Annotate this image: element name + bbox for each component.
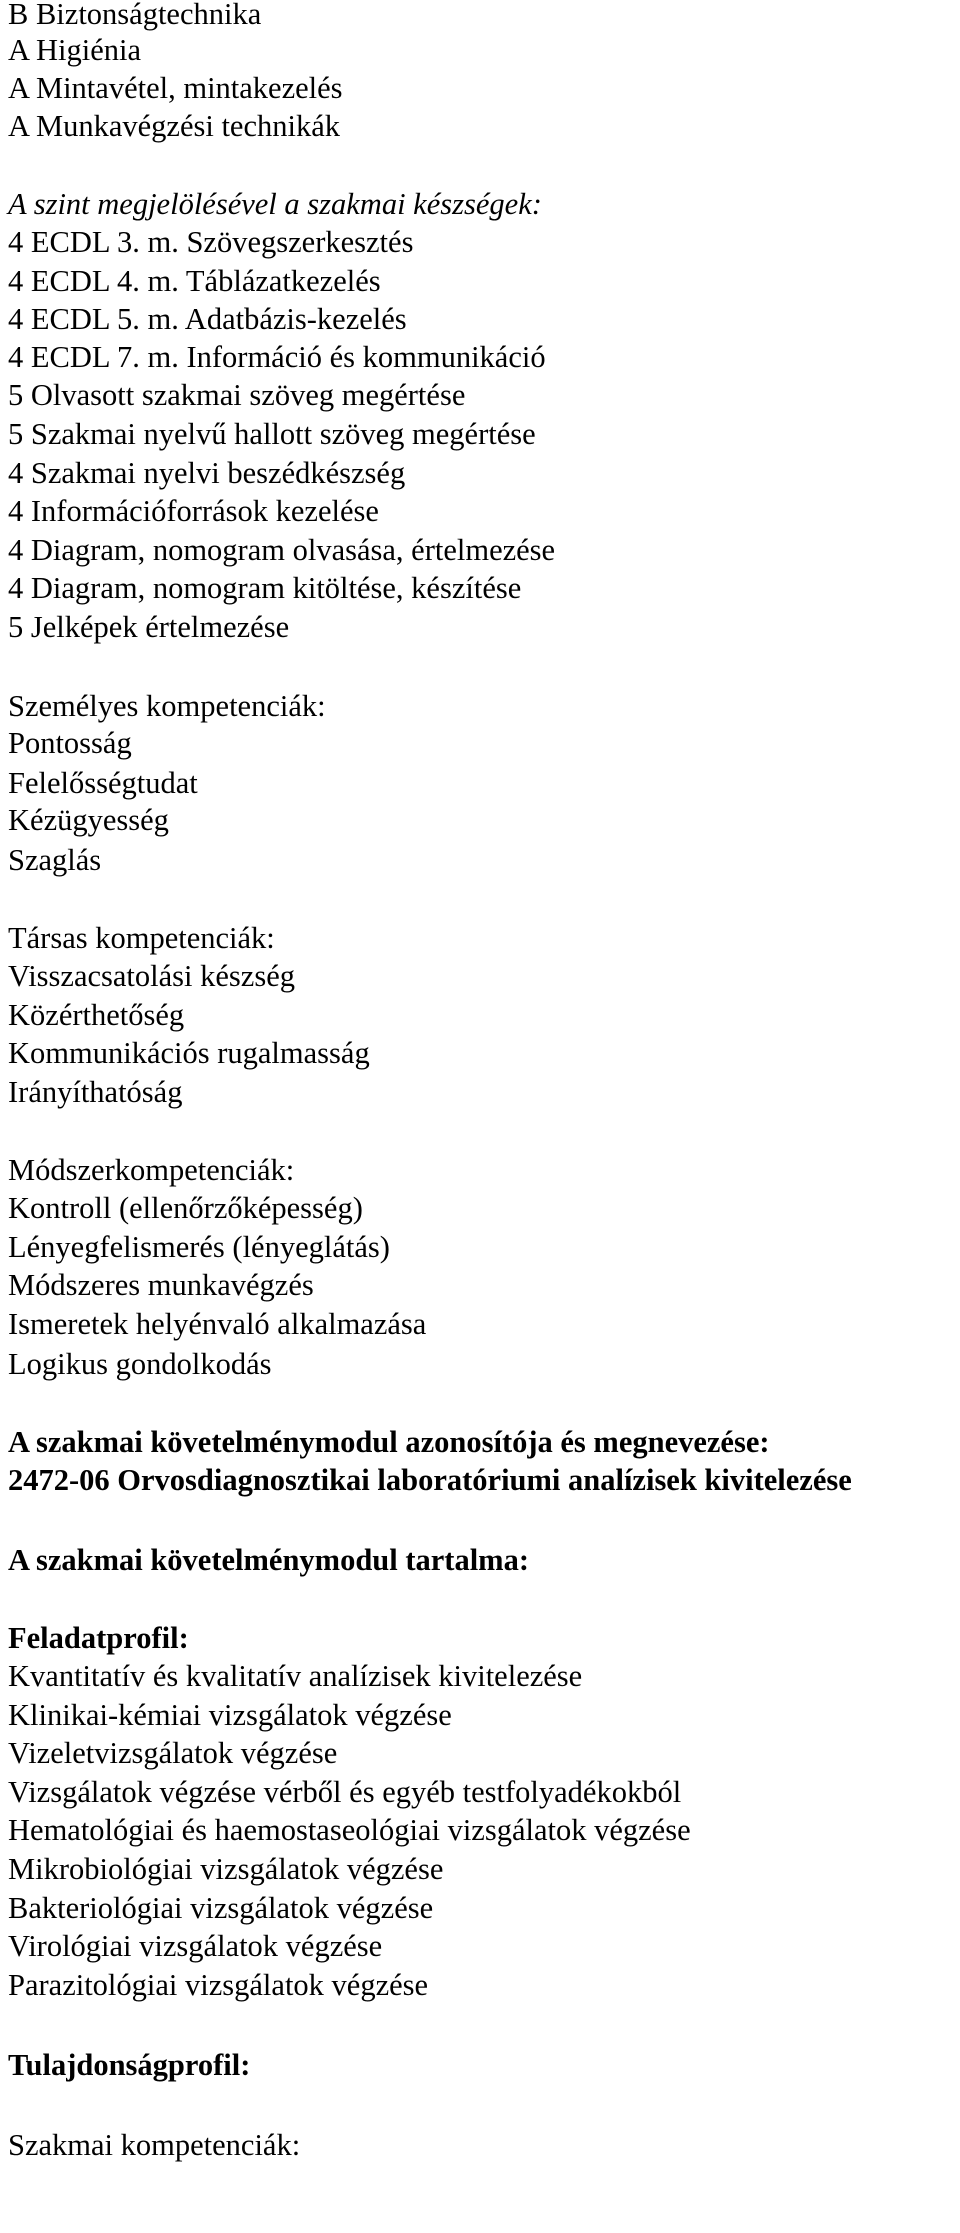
list-item: 4 ECDL 5. m. Adatbázis-kezelés: [8, 302, 407, 337]
list-item: 4 Szakmai nyelvi beszédkészség: [8, 456, 406, 491]
list-item: 5 Szakmai nyelvű hallott szöveg megértése: [8, 417, 536, 451]
list-item: 4 ECDL 3. m. Szövegszerkesztés: [8, 225, 414, 260]
list-item: Módszeres munkavégzés: [8, 1268, 314, 1303]
list-item: Kontroll (ellenőrzőképesség): [8, 1191, 363, 1226]
property-profile-heading: Tulajdonságprofil:: [8, 2048, 251, 2082]
list-item: Bakteriológiai vizsgálatok végzése: [8, 1891, 434, 1926]
list-item: Parazitológiai vizsgálatok végzése: [8, 1968, 429, 2003]
list-item: 5 Jelképek értelmezése: [8, 610, 290, 645]
list-item: Kommunikációs rugalmasság: [8, 1035, 370, 1070]
list-item: 4 ECDL 4. m. Táblázatkezelés: [8, 264, 381, 299]
list-item: Klinikai-kémiai vizsgálatok végzése: [8, 1698, 452, 1732]
list-item: 4 Diagram, nomogram kitöltése, készítése: [8, 571, 522, 605]
list-item: Kvantitatív és kvalitatív analízisek kivitelezése: [8, 1658, 583, 1693]
skills-heading: A szint megjelölésével a szakmai készségek:: [8, 187, 542, 222]
list-item: Ismeretek helyénvaló alkalmazása: [8, 1307, 427, 1342]
method-competencies-heading: Módszerkompetenciák:: [8, 1153, 295, 1188]
personal-competencies-heading: Személyes kompetenciák:: [8, 688, 326, 723]
list-item: Visszacsatolási készség: [8, 958, 295, 993]
module-id-heading: A szakmai követelménymodul azonosítója és megnevezése:: [8, 1425, 770, 1459]
list-item: Kézügyesség: [8, 803, 169, 838]
list-item: Mikrobiológiai vizsgálatok végzése: [8, 1852, 444, 1886]
list-item: Logikus gondolkodás: [8, 1346, 272, 1381]
list-item: 4 Információforrások kezelése: [8, 494, 379, 528]
list-item: Lényegfelismerés (lényeglátás): [8, 1230, 390, 1265]
list-item: Vizeletvizsgálatok végzése: [8, 1735, 338, 1770]
task-profile-heading: Feladatprofil:: [8, 1621, 189, 1655]
list-item: A Mintavétel, mintakezelés: [8, 71, 343, 106]
social-competencies-heading: Társas kompetenciák:: [8, 921, 275, 955]
list-item: B Biztonságtechnika: [8, 0, 262, 31]
list-item: Vizsgálatok végzése vérből és egyéb testfolyadékokból: [8, 1775, 682, 1809]
list-item: Pontosság: [8, 726, 132, 761]
module-content-heading: A szakmai követelménymodul tartalma:: [8, 1542, 529, 1577]
list-item: A Higiénia: [8, 33, 141, 68]
list-item: Közérthetőség: [8, 998, 185, 1032]
professional-competencies-heading: Szakmai kompetenciák:: [8, 2127, 301, 2162]
list-item: Irányíthatóság: [8, 1075, 183, 1109]
list-item: 4 Diagram, nomogram olvasása, értelmezése: [8, 533, 556, 568]
module-title: 2472-06 Orvosdiagnosztikai laboratóriumi analízisek kivitelezése: [8, 1462, 852, 1497]
list-item: 4 ECDL 7. m. Információ és kommunikáció: [8, 340, 546, 374]
list-item: 5 Olvasott szakmai szöveg megértése: [8, 377, 466, 412]
list-item: Hematológiai és haemostaseológiai vizsgálatok végzése: [8, 1812, 691, 1847]
list-item: Szaglás: [8, 842, 102, 877]
list-item: Virológiai vizsgálatok végzése: [8, 1929, 383, 1963]
list-item: Felelősségtudat: [8, 765, 198, 800]
list-item: A Munkavégzési technikák: [8, 109, 341, 143]
